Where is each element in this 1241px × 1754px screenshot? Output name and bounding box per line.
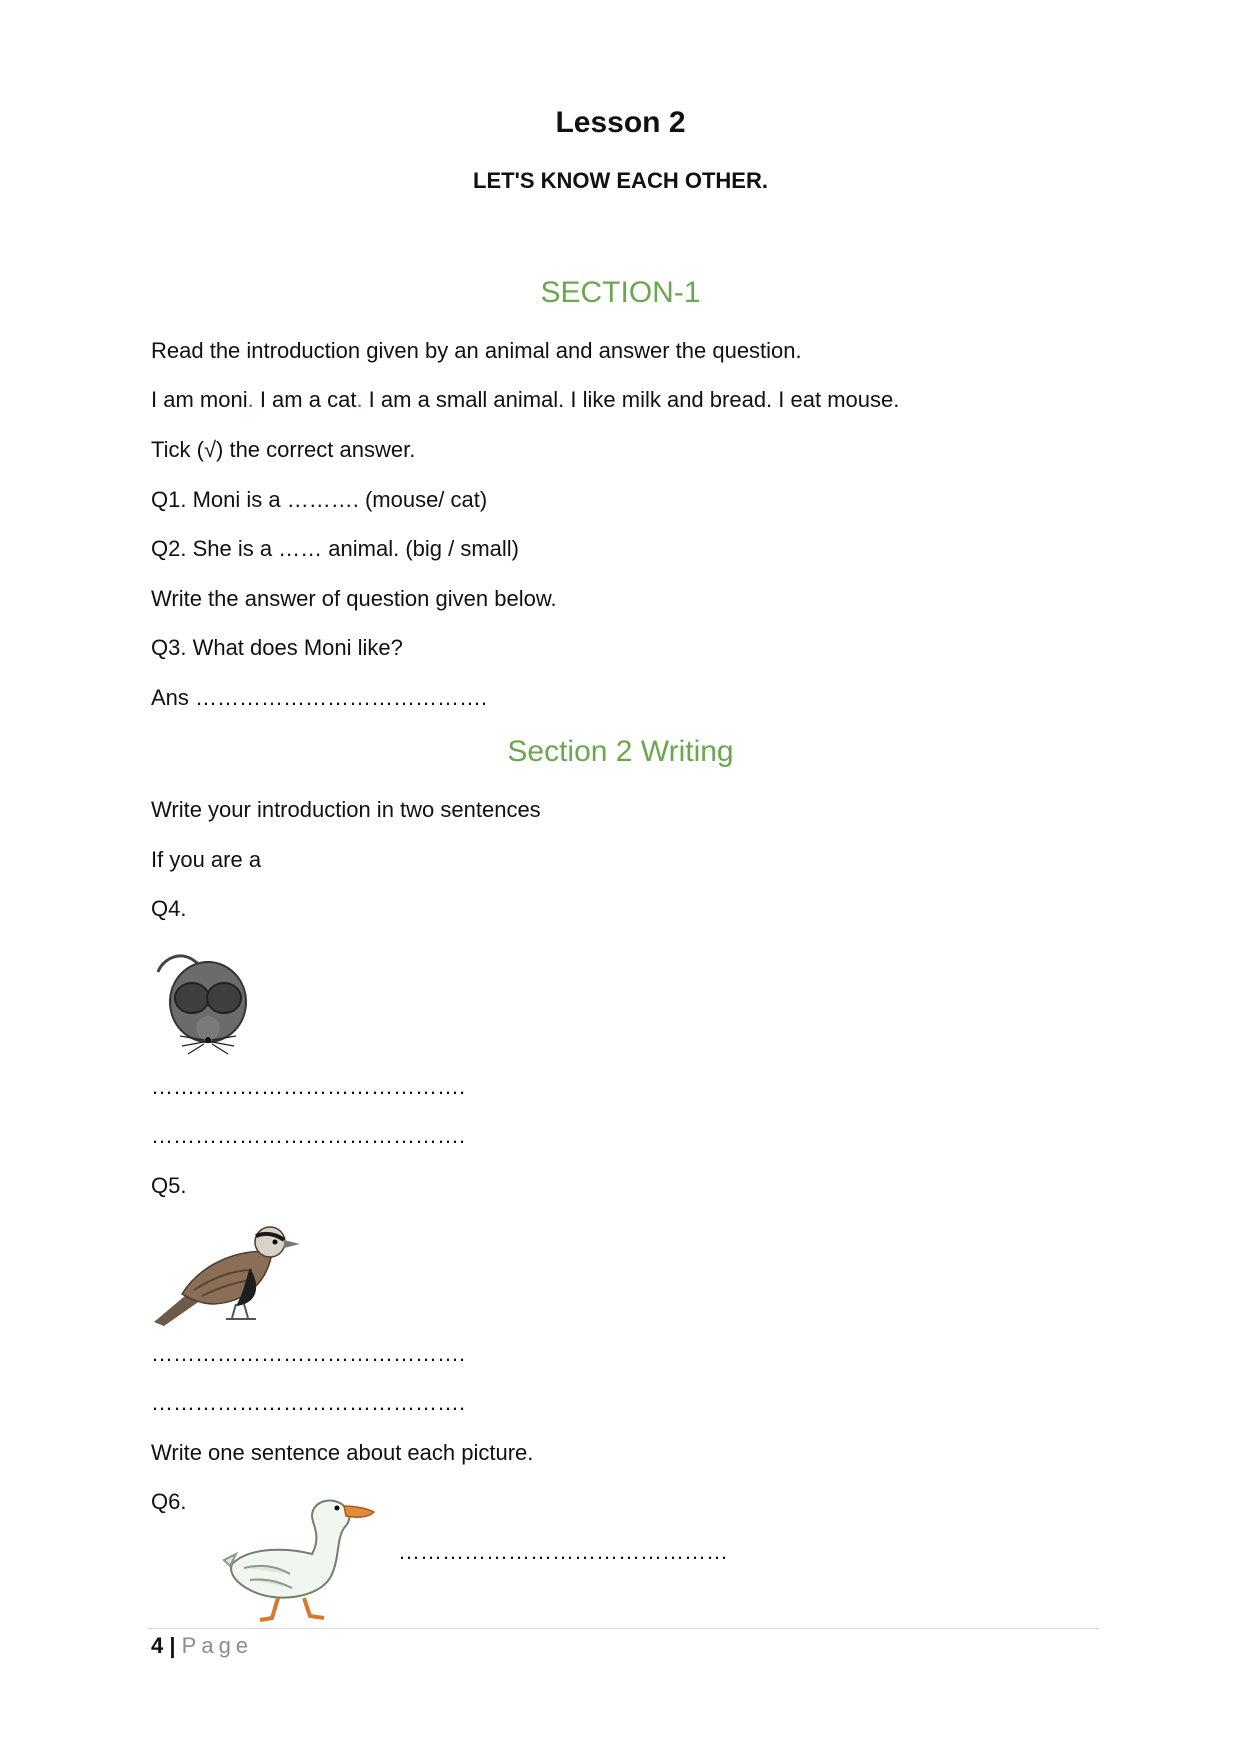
- intro-part-3: I am a small animal. I like milk and bread. I eat mouse.: [362, 387, 900, 412]
- write-answer-instruction: Write the answer of question given below.: [151, 586, 557, 611]
- footer-separator: |: [169, 1633, 176, 1658]
- section-1-instruction: Read the introduction given by an animal and answer the question.: [151, 338, 802, 363]
- picture-instruction: Write one sentence about each picture.: [151, 1440, 534, 1465]
- intro-dot-1: .: [247, 387, 254, 412]
- q5-answer-line-2: …………………………………….: [151, 1390, 466, 1415]
- section-2-heading: Section 2 Writing: [507, 735, 734, 768]
- duck-illustration: [220, 1494, 380, 1624]
- tick-instruction: Tick (√) the correct answer.: [151, 437, 416, 462]
- question-4: Q4.: [151, 896, 187, 921]
- page-label: Page: [181, 1633, 254, 1658]
- page-number: 4: [151, 1633, 164, 1658]
- q4-answer-line-1: …………………………………….: [151, 1074, 466, 1099]
- intro-part-1: I am moni: [151, 387, 248, 412]
- mouse-illustration: [152, 938, 264, 1058]
- lesson-title: Lesson 2: [555, 106, 686, 139]
- sparrow-illustration: [152, 1218, 302, 1326]
- intro-dot-2: .: [356, 387, 363, 412]
- page-footer: [151, 1632, 253, 1660]
- footer-divider: [147, 1628, 1099, 1629]
- answer-line: Ans ………………………………….: [151, 685, 488, 710]
- section-2-instruction: Write your introduction in two sentences: [151, 797, 541, 822]
- lesson-subtitle: LET'S KNOW EACH OTHER.: [473, 168, 768, 193]
- question-5: Q5.: [151, 1173, 187, 1198]
- intro-part-2: I am a cat: [253, 387, 357, 412]
- q5-answer-line-1: …………………………………….: [151, 1341, 466, 1366]
- q4-answer-line-2: …………………………………….: [151, 1123, 466, 1148]
- question-6: Q6.: [151, 1489, 187, 1514]
- q6-answer-line: ………………………………………: [398, 1539, 728, 1564]
- animal-introduction: [151, 386, 899, 414]
- question-3: Q3. What does Moni like?: [151, 635, 403, 660]
- question-1: Q1. Moni is a ………. (mouse/ cat): [151, 487, 488, 512]
- if-you-are-prompt: If you are a: [151, 847, 262, 872]
- question-2: Q2. She is a …… animal. (big / small): [151, 536, 520, 561]
- section-1-heading: SECTION-1: [540, 276, 701, 309]
